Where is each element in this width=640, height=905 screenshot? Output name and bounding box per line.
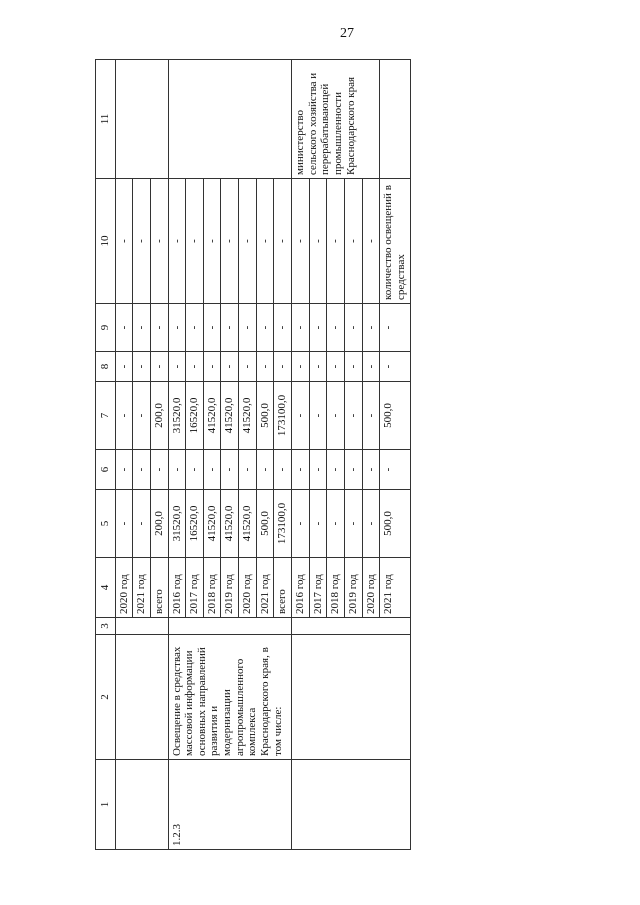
- column-header: 7: [96, 382, 116, 450]
- value-cell: -: [150, 304, 168, 352]
- value-cell: 500,0: [256, 382, 274, 450]
- value-cell: -: [256, 450, 274, 490]
- value-cell: -: [239, 450, 257, 490]
- year-cell: 2021 год: [256, 558, 274, 618]
- value-cell: -: [292, 490, 310, 558]
- value-cell: 500,0: [380, 490, 410, 558]
- value-cell: -: [274, 179, 292, 304]
- value-cell: -: [362, 304, 380, 352]
- value-cell: -: [362, 352, 380, 382]
- value-cell: -: [168, 179, 186, 304]
- value-cell: -: [292, 382, 310, 450]
- column-header: 5: [96, 490, 116, 558]
- year-cell: всего: [150, 558, 168, 618]
- value-cell: 41520,0: [239, 382, 257, 450]
- value-cell: -: [168, 304, 186, 352]
- value-cell: 173100,0: [274, 490, 292, 558]
- value-cell: -: [309, 450, 327, 490]
- program-table: [95, 59, 411, 850]
- value-cell: -: [256, 352, 274, 382]
- value-cell: -: [133, 304, 151, 352]
- value-cell: -: [203, 450, 221, 490]
- year-cell: 2021 год: [133, 558, 151, 618]
- rotated-table-container: [95, 60, 610, 850]
- value-cell: -: [327, 490, 345, 558]
- value-cell: -: [309, 382, 327, 450]
- value-cell: -: [292, 450, 310, 490]
- value-cell: -: [292, 179, 310, 304]
- indicator-cell: количество освещений в средствах: [380, 179, 410, 304]
- cell-col3: [115, 618, 168, 635]
- value-cell: -: [344, 382, 362, 450]
- value-cell: -: [239, 179, 257, 304]
- value-cell: 500,0: [380, 382, 410, 450]
- value-cell: -: [203, 352, 221, 382]
- value-cell: -: [168, 352, 186, 382]
- value-cell: -: [133, 490, 151, 558]
- value-cell: 41520,0: [221, 490, 239, 558]
- value-cell: -: [115, 490, 133, 558]
- value-cell: 16520,0: [186, 490, 204, 558]
- value-cell: -: [203, 179, 221, 304]
- value-cell: -: [150, 450, 168, 490]
- cell-col1: [115, 760, 168, 850]
- year-cell: 2017 год: [186, 558, 204, 618]
- value-cell: -: [362, 450, 380, 490]
- value-cell: -: [150, 179, 168, 304]
- value-cell: -: [327, 179, 345, 304]
- value-cell: 173100,0: [274, 382, 292, 450]
- value-cell: -: [380, 450, 410, 490]
- cell-col11: [115, 60, 168, 179]
- column-header: 9: [96, 304, 116, 352]
- value-cell: 41520,0: [203, 382, 221, 450]
- value-cell: -: [186, 450, 204, 490]
- value-cell: 41520,0: [221, 382, 239, 450]
- table-row: [168, 60, 186, 850]
- value-cell: -: [239, 304, 257, 352]
- year-cell: 2018 год: [327, 558, 345, 618]
- value-cell: -: [221, 450, 239, 490]
- value-cell: -: [344, 450, 362, 490]
- value-cell: -: [309, 490, 327, 558]
- value-cell: -: [274, 304, 292, 352]
- cell-col2: [115, 635, 168, 760]
- value-cell: -: [344, 304, 362, 352]
- year-cell: 2019 год: [221, 558, 239, 618]
- value-cell: -: [327, 352, 345, 382]
- value-cell: 41520,0: [239, 490, 257, 558]
- value-cell: 500,0: [256, 490, 274, 558]
- value-cell: -: [203, 304, 221, 352]
- value-cell: -: [274, 352, 292, 382]
- value-cell: -: [380, 352, 410, 382]
- column-header: 1: [96, 760, 116, 850]
- value-cell: -: [239, 352, 257, 382]
- value-cell: 31520,0: [168, 382, 186, 450]
- column-header: 10: [96, 179, 116, 304]
- cell-col3: [292, 618, 410, 635]
- year-cell: 2016 год: [292, 558, 310, 618]
- executor-cell: министерство сельского хозяйства и перерабатывающей промышленности Краснодарского края: [292, 60, 380, 179]
- value-cell: -: [221, 352, 239, 382]
- value-cell: -: [115, 382, 133, 450]
- value-cell: 16520,0: [186, 382, 204, 450]
- value-cell: -: [221, 304, 239, 352]
- value-cell: -: [327, 450, 345, 490]
- value-cell: -: [133, 450, 151, 490]
- value-cell: -: [292, 352, 310, 382]
- value-cell: -: [186, 304, 204, 352]
- value-cell: -: [292, 304, 310, 352]
- value-cell: -: [133, 352, 151, 382]
- value-cell: -: [327, 382, 345, 450]
- year-cell: 2021 год: [380, 558, 410, 618]
- value-cell: -: [186, 352, 204, 382]
- value-cell: -: [274, 450, 292, 490]
- table-row: [115, 60, 133, 850]
- year-cell: всего: [274, 558, 292, 618]
- value-cell: -: [221, 179, 239, 304]
- column-header: 11: [96, 60, 116, 179]
- year-cell: 2020 год: [239, 558, 257, 618]
- year-cell: 2017 год: [309, 558, 327, 618]
- column-header: 2: [96, 635, 116, 760]
- value-cell: -: [256, 179, 274, 304]
- value-cell: 200,0: [150, 490, 168, 558]
- year-cell: 2019 год: [344, 558, 362, 618]
- column-header: 8: [96, 352, 116, 382]
- value-cell: -: [133, 382, 151, 450]
- value-cell: -: [115, 450, 133, 490]
- cell-col2: [292, 635, 410, 760]
- column-header: 4: [96, 558, 116, 618]
- year-cell: 2016 год: [168, 558, 186, 618]
- value-cell: -: [309, 304, 327, 352]
- value-cell: -: [362, 490, 380, 558]
- value-cell: -: [150, 352, 168, 382]
- year-cell: 2018 год: [203, 558, 221, 618]
- value-cell: 31520,0: [168, 490, 186, 558]
- value-cell: -: [309, 352, 327, 382]
- header-row: [96, 60, 116, 850]
- row-code: 1.2.3: [168, 760, 291, 850]
- value-cell: 41520,0: [203, 490, 221, 558]
- value-cell: -: [344, 490, 362, 558]
- year-cell: 2020 год: [115, 558, 133, 618]
- value-cell: -: [327, 304, 345, 352]
- page-number: 27: [340, 26, 354, 41]
- value-cell: -: [309, 179, 327, 304]
- cell-col3: [168, 618, 291, 635]
- value-cell: -: [256, 304, 274, 352]
- value-cell: -: [168, 450, 186, 490]
- value-cell: -: [133, 179, 151, 304]
- cell-col11: [168, 60, 291, 179]
- cell-col1: [292, 760, 410, 850]
- year-cell: 2020 год: [362, 558, 380, 618]
- value-cell: -: [380, 304, 410, 352]
- value-cell: -: [115, 352, 133, 382]
- column-header: 6: [96, 450, 116, 490]
- value-cell: -: [362, 382, 380, 450]
- measure-description: Освещение в средствах массовой информации основных направлений развития и модернизации агропромышленного комплекса Краснодарского края, в том числе:: [168, 635, 291, 760]
- cell-col11: [380, 60, 410, 179]
- column-header: 3: [96, 618, 116, 635]
- value-cell: -: [344, 352, 362, 382]
- value-cell: -: [344, 179, 362, 304]
- value-cell: -: [115, 304, 133, 352]
- value-cell: -: [362, 179, 380, 304]
- table-row: [292, 60, 310, 850]
- value-cell: -: [115, 179, 133, 304]
- value-cell: 200,0: [150, 382, 168, 450]
- value-cell: -: [186, 179, 204, 304]
